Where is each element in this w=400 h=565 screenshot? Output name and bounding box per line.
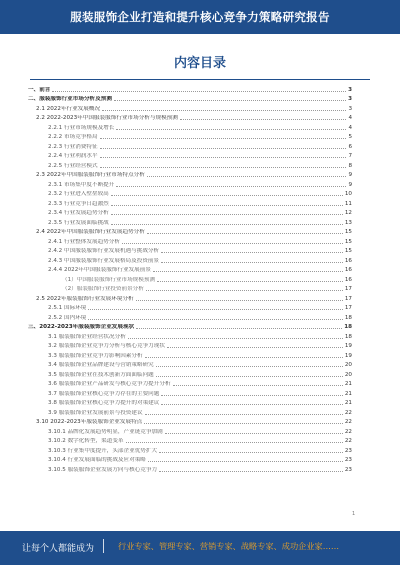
toc-entry[interactable] xyxy=(28,464,352,474)
toc-entry-text: 2.2 2022-2023年中国服装服饰行业市场分析与规模预测 xyxy=(36,115,178,121)
toc-entry-text: 2.4.4 2022年中国服装服饰行业发展前景 xyxy=(48,267,151,273)
toc-leader-dots xyxy=(153,271,343,272)
toc-entry[interactable] xyxy=(28,236,352,246)
toc-leader-dots xyxy=(161,404,343,405)
toc-leader-dots xyxy=(126,442,343,443)
toc-entry-page: 4 xyxy=(348,124,352,131)
toc-leader-dots xyxy=(88,319,342,320)
page-number: 1 xyxy=(352,511,356,517)
toc-entry-text: 2.2.3 行业消费特征 xyxy=(48,143,98,150)
toc-entry-text: 2.3 2022年中国服装服饰行业市场特点分析 xyxy=(36,172,145,178)
toc-entry-page: 21 xyxy=(344,390,352,397)
toc-leader-dots xyxy=(116,186,346,187)
toc-entry-text: 2.4.1 行业整体发展趋势分析 xyxy=(48,238,120,245)
toc-leader-dots xyxy=(180,119,347,120)
toc-entry-text: 3.7 服装服饰企业核心竞争力存在的主要问题 xyxy=(48,390,160,397)
toc-entry-text: 3.8 服装服饰企业核心竞争力提升的对策建议 xyxy=(48,400,160,406)
toc-leader-dots xyxy=(52,91,346,92)
toc-entry[interactable] xyxy=(28,293,352,303)
toc-leader-dots xyxy=(157,281,343,282)
toc-entry-page: 18 xyxy=(344,314,352,321)
toc-leader-dots xyxy=(100,167,347,168)
toc-entry-page: 22 xyxy=(344,419,352,425)
toc-entry[interactable] xyxy=(28,407,352,417)
toc-entry-text: 三、2022-2023年服装服饰企业发展现状 xyxy=(28,324,135,330)
toc-leader-dots xyxy=(88,309,342,310)
toc-entry-page: 7 xyxy=(348,153,352,159)
toc-entry[interactable] xyxy=(28,360,352,370)
toc-entry-page: 12 xyxy=(344,210,352,216)
toc-entry[interactable] xyxy=(28,303,352,313)
toc-entry-page: 9 xyxy=(348,181,352,188)
toc-leader-dots xyxy=(100,138,347,139)
toc-entry[interactable] xyxy=(28,217,352,227)
toc-entry[interactable] xyxy=(28,284,352,294)
toc-entry[interactable] xyxy=(28,322,352,332)
toc-entry[interactable] xyxy=(28,274,352,284)
toc-entry[interactable] xyxy=(28,170,352,180)
toc-entry-text: 3.10.4 行业发展面临的挑战及应对策略 xyxy=(48,457,146,463)
footer-tagline: 行业专家、管理专家、营销专家、战略专家、成功企业家…… xyxy=(118,541,340,551)
toc-entry[interactable] xyxy=(28,160,352,170)
toc-entry[interactable] xyxy=(28,388,352,398)
toc-entry[interactable] xyxy=(28,331,352,341)
toc-leader-dots xyxy=(145,414,343,415)
toc-entry-text: 一、前言 xyxy=(28,86,51,93)
toc-entry[interactable] xyxy=(28,208,352,218)
toc-entry[interactable] xyxy=(28,379,352,389)
toc-entry-text: 2.5.1 国际环境 xyxy=(48,305,87,311)
toc-entry-page: 15 xyxy=(344,238,352,245)
toc-entry-page: 16 xyxy=(344,276,352,283)
toc-entry[interactable] xyxy=(28,198,352,208)
toc-entry-page: 5 xyxy=(348,134,352,140)
toc-leader-dots xyxy=(147,233,343,234)
toc-entry-page: 15 xyxy=(344,229,352,235)
toc-leader-dots xyxy=(165,433,343,434)
title-divider xyxy=(30,79,370,80)
toc-entry-page: 4 xyxy=(348,115,352,121)
toc-leader-dots xyxy=(146,290,343,291)
toc-entry-text: 3.1 服装服饰企业经营状况分析 xyxy=(48,333,126,340)
toc-leader-dots xyxy=(148,461,343,462)
toc-entry[interactable] xyxy=(28,426,352,436)
toc-entry[interactable] xyxy=(28,132,352,142)
toc-leader-dots xyxy=(144,423,343,424)
toc-entry[interactable] xyxy=(28,312,352,322)
toc-leader-dots xyxy=(128,338,343,339)
toc-entry-page: 17 xyxy=(344,286,352,292)
toc-entry-page: 22 xyxy=(344,409,352,416)
toc-entry-page: 3 xyxy=(348,105,352,112)
toc-entry-page: 21 xyxy=(344,400,352,406)
toc-leader-dots xyxy=(167,347,343,348)
toc-entry-page: 13 xyxy=(344,219,352,226)
table-of-contents xyxy=(28,84,352,474)
toc-entry-text: 3.10.3 行业集中度提升，头部企业优势扩大 xyxy=(48,447,158,454)
toc-entry-text: 2.3.4 行业发展趋势分析 xyxy=(48,210,109,216)
toc-entry-page: 9 xyxy=(348,172,352,178)
toc-entry-text: 3.10 2022-2023年服装服饰企业发展特点 xyxy=(36,419,143,425)
toc-entry-page: 6 xyxy=(348,143,352,150)
toc-leader-dots xyxy=(122,243,343,244)
document-header-title: 服装服饰企业打造和提升核心竞争力策略研究报告 xyxy=(70,10,330,24)
toc-entry-page: 23 xyxy=(344,457,352,463)
footer-brand-text: 让每个人都能成为 xyxy=(22,544,95,554)
toc-entry[interactable] xyxy=(28,417,352,427)
toc-leader-dots xyxy=(114,100,346,101)
toc-leader-dots xyxy=(111,224,343,225)
toc-entry-page: 8 xyxy=(348,162,352,169)
toc-entry-page: 15 xyxy=(344,248,352,254)
toc-entry-text: 2.3.3 行业竞争日趋激烈 xyxy=(48,200,109,207)
toc-entry-text: 3.9 服装服饰企业发展前景与投资建议 xyxy=(48,409,143,416)
toc-entry-text: 3.6 服装服饰企业产品研发与核心竞争力提升分析 xyxy=(48,381,171,387)
toc-entry-text: 2.2.2 市场竞争格局 xyxy=(48,134,98,140)
toc-entry-page: 20 xyxy=(344,362,352,368)
toc-leader-dots xyxy=(111,195,343,196)
toc-entry[interactable] xyxy=(28,436,352,446)
toc-title: 内容目录 xyxy=(173,56,226,71)
toc-entry-page: 21 xyxy=(344,381,352,387)
toc-entry-text: 3.3 服装服饰企业竞争力影响因素分析 xyxy=(48,352,143,359)
toc-entry-page: 16 xyxy=(344,257,352,264)
toc-leader-dots xyxy=(111,214,343,215)
toc-leader-dots xyxy=(100,157,347,158)
toc-entry-text: 3.10.5 服装服饰企业发展方向与核心竞争力 xyxy=(48,466,158,473)
toc-leader-dots xyxy=(173,385,343,386)
toc-entry-text: 2.1 2022年行业发展概况 xyxy=(36,105,101,112)
toc-entry-text: （2）服装服饰行业投资前景分析 xyxy=(62,286,144,292)
toc-leader-dots xyxy=(136,328,342,329)
toc-entry-page: 3 xyxy=(348,86,352,93)
toc-leader-dots xyxy=(111,205,343,206)
toc-entry-text: 2.2.4 行业利润水平 xyxy=(48,153,98,159)
toc-entry[interactable] xyxy=(28,445,352,455)
toc-entry-page: 3 xyxy=(348,96,352,102)
toc-entry-text: 2.4 2022年中国服装服饰行业发展趋势分析 xyxy=(36,229,145,235)
toc-leader-dots xyxy=(145,357,343,358)
toc-entry[interactable] xyxy=(28,122,352,132)
toc-entry-page: 10 xyxy=(344,191,352,197)
toc-entry-text: 2.4.3 中国服装服饰行业发展格局及投资前景 xyxy=(48,257,160,264)
toc-entry-page: 16 xyxy=(344,267,352,273)
toc-entry-text: 2.3.1 市场集中度不断提升 xyxy=(48,181,115,188)
toc-leader-dots xyxy=(102,110,346,111)
toc-entry[interactable] xyxy=(28,350,352,360)
toc-leader-dots xyxy=(161,395,343,396)
toc-leader-dots xyxy=(100,148,347,149)
toc-entry-text: 二、服装服饰行业市场分析及预测 xyxy=(28,96,112,102)
toc-entry-page: 22 xyxy=(344,438,352,444)
toc-entry[interactable] xyxy=(28,255,352,265)
toc-leader-dots xyxy=(136,300,343,301)
toc-leader-dots xyxy=(147,176,347,177)
toc-entry-text: 2.4.2 中国服装服饰行业发展机遇与挑战分析 xyxy=(48,248,160,254)
toc-leader-dots xyxy=(156,366,343,367)
toc-entry[interactable] xyxy=(28,113,352,123)
toc-entry[interactable] xyxy=(28,265,352,275)
toc-entry-page: 23 xyxy=(344,447,352,454)
toc-entry[interactable] xyxy=(28,103,352,113)
toc-entry-page: 17 xyxy=(344,295,352,302)
toc-entry-page: 18 xyxy=(344,333,352,340)
toc-entry-text: 2.5 2022年服装服饰行业发展环境分析 xyxy=(36,295,134,302)
toc-entry-text: 3.2 服装服饰企业竞争力分析与核心竞争力现状 xyxy=(48,343,165,349)
toc-entry-page: 19 xyxy=(344,343,352,349)
toc-entry[interactable] xyxy=(28,455,352,465)
toc-entry-text: 2.2.1 行业市场规模及增长 xyxy=(48,124,115,131)
toc-entry[interactable] xyxy=(28,84,352,94)
toc-entry[interactable] xyxy=(28,141,352,151)
toc-entry-text: 3.4 服装服饰企业品牌建设与营销策略研究 xyxy=(48,362,154,368)
toc-entry[interactable] xyxy=(28,369,352,379)
toc-entry-text: 3.5 服装服饰企业在技术创新方面面临问题 xyxy=(48,371,154,378)
toc-leader-dots xyxy=(159,471,343,472)
toc-entry[interactable] xyxy=(28,94,352,104)
toc-entry-page: 11 xyxy=(344,200,352,207)
toc-leader-dots xyxy=(116,129,346,130)
toc-entry[interactable] xyxy=(28,189,352,199)
toc-leader-dots xyxy=(161,252,343,253)
toc-entry-page: 19 xyxy=(344,352,352,359)
toc-entry[interactable] xyxy=(28,341,352,351)
toc-entry-page: 20 xyxy=(344,371,352,378)
toc-entry[interactable] xyxy=(28,246,352,256)
footer-divider xyxy=(103,539,104,553)
toc-entry-text: 2.3.5 行业发展面临挑战 xyxy=(48,219,109,226)
toc-entry-text: 2.5.2 国内环境 xyxy=(48,314,87,321)
toc-leader-dots xyxy=(156,376,343,377)
toc-entry-text: 2.2.5 行业经营模式 xyxy=(48,162,98,169)
toc-entry-page: 23 xyxy=(344,466,352,473)
toc-entry-text: 3.10.1 品牌化发展趋势明显，产业链竞争加剧 xyxy=(48,428,163,435)
toc-leader-dots xyxy=(159,452,343,453)
toc-entry-page: 22 xyxy=(344,428,352,435)
toc-entry[interactable] xyxy=(28,227,352,237)
toc-entry-text: 2.3.2 行业进入壁垒较高 xyxy=(48,191,109,197)
toc-leader-dots xyxy=(161,262,343,263)
toc-entry-page: 17 xyxy=(344,305,352,311)
toc-entry[interactable] xyxy=(28,179,352,189)
toc-entry-text: （1）中国服装服饰行业市场规模预测 xyxy=(62,276,156,283)
toc-entry-text: 3.10.2 数字化转型，渠道变革 xyxy=(48,438,124,444)
toc-entry[interactable] xyxy=(28,398,352,408)
toc-entry-page: 18 xyxy=(344,324,352,330)
toc-entry[interactable] xyxy=(28,151,352,161)
